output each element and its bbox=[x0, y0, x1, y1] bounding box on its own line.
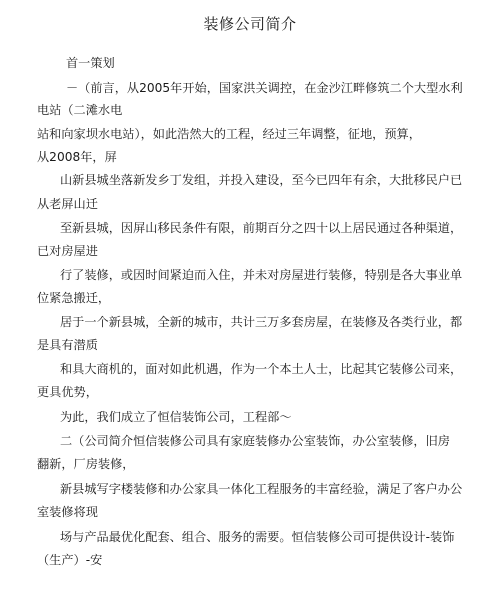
text-line: （生产）-安 bbox=[37, 553, 103, 567]
text-line: 居于一个新县城，全新的城市，共计三万多套房屋，在装修及各类行业，都 bbox=[60, 315, 463, 329]
text-line: 更具优势， bbox=[37, 385, 98, 399]
text-line: 和具大商机的，面对如此机遇，作为一个本土人士，比起其它装修公司来， bbox=[60, 362, 463, 376]
text-line: 已对房屋进 bbox=[37, 244, 98, 258]
text-line: 从老屏山迁 bbox=[37, 197, 98, 211]
text-line: 电站（二滩水电 bbox=[37, 103, 123, 117]
text-line: 首一策划 bbox=[66, 56, 115, 70]
text-line: 行了装修，或因时间紧迫而入住，并未对房屋进行装修，特别是各大事业单 bbox=[60, 268, 463, 282]
text-line: 为此，我们成立了恒信装饰公司，工程部～ bbox=[60, 410, 292, 424]
text-line: 室装修将现 bbox=[37, 505, 98, 519]
text-line: 是具有潜质 bbox=[37, 338, 98, 352]
text-line: 位紧急搬迁， bbox=[37, 291, 111, 305]
text-line: －（前言，从2005年开始，国家洪关调控，在金沙江畔修筑二个大型水利 bbox=[66, 81, 463, 95]
text-line: 从2008年，屏 bbox=[37, 150, 117, 164]
text-line: 站和向家坝水电站），如此浩然大的工程，经过三年调整，征地，预算， bbox=[37, 127, 421, 141]
text-line: 山新县城坐落新发乡丁发组，并投入建设，至今已四年有余，大批移民户已 bbox=[60, 173, 463, 187]
text-line: 二（公司简介恒信装修公司具有家庭装修办公室装饰，办公室装修，旧房 bbox=[60, 434, 450, 448]
text-line: 至新县城，因屏山移民条件有限，前期百分之四十以上居民通过各种渠道， bbox=[60, 221, 463, 235]
text-line: 翻新，厂房装修， bbox=[37, 457, 135, 471]
document-title: 装修公司简介 bbox=[203, 15, 297, 33]
text-line: 场与产品最优化配套、组合、服务的需要。恒信装修公司可提供设计-装饰 bbox=[60, 530, 455, 544]
text-line: 新县城写字楼装修和办公家具一体化工程服务的丰富经验，满足了客户办公 bbox=[60, 482, 463, 496]
